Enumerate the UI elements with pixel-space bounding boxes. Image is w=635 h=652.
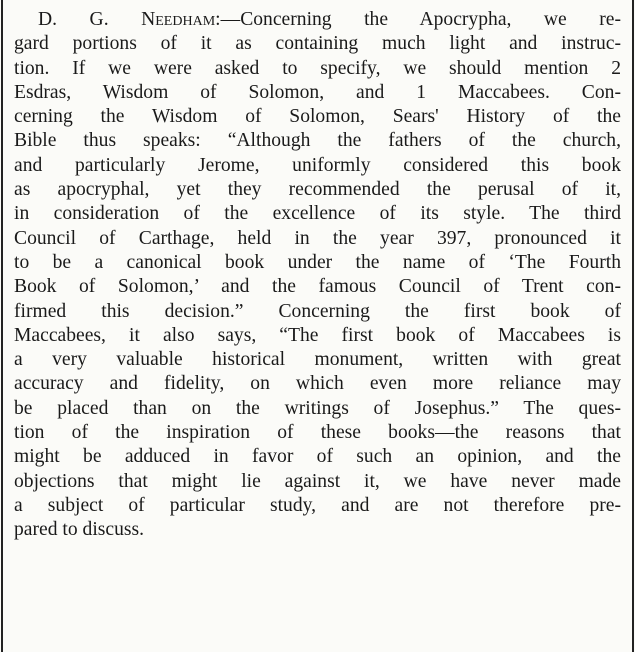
- author-surname: Needham: [141, 9, 216, 30]
- article-line-6: Bible thus speaks: “Although the fathers of the church,: [14, 130, 621, 152]
- article-line-10: Council of Carthage, held in the year 397, pronounced it: [14, 227, 621, 249]
- author-initials: D. G.: [38, 9, 109, 30]
- article-line-20: objections that might lie against it, we have never made: [14, 470, 621, 492]
- article-line-13: firmed this decision.” Concerning the first book of: [14, 300, 621, 322]
- article-line-5: cerning the Wisdom of Solomon, Sears' History of the: [14, 106, 621, 128]
- article-line-18: tion of the inspiration of these books—the reasons that: [14, 422, 621, 444]
- article-line-8: as apocryphal, yet they recommended the perusal of it,: [14, 179, 621, 201]
- article-line-11: to be a canonical book under the name of ‘The Fourth: [14, 251, 621, 273]
- first-line-text: :—Concerning the Apocrypha, we re-: [215, 9, 621, 30]
- article-line-19: might be adduced in favor of such an opinion, and the: [14, 446, 621, 468]
- article-line-17: be placed than on the writings of Josephus.” The ques-: [14, 397, 621, 419]
- article-line-9: in consideration of the excellence of its style. The third: [14, 203, 621, 225]
- right-column-rule: [632, 0, 634, 652]
- article-line-3: tion. If we were asked to specify, we should mention 2: [14, 57, 621, 79]
- article-line-4: Esdras, Wisdom of Solomon, and 1 Maccabees. Con-: [14, 81, 621, 103]
- left-column-rule: [1, 0, 3, 652]
- article-line-2: gard portions of it as containing much light and instruc-: [14, 33, 621, 55]
- article-line-12: Book of Solomon,’ and the famous Council of Trent con-: [14, 276, 621, 298]
- article-line-15: a very valuable historical monument, written with great: [14, 349, 621, 371]
- article-line-21: a subject of particular study, and are not therefore pre-: [14, 494, 621, 516]
- article-line-16: accuracy and fidelity, on which even more reliance may: [14, 373, 621, 395]
- article-line-1: [14, 8, 621, 32]
- article-line-22: pared to discuss.: [14, 519, 145, 541]
- article-body: [14, 8, 621, 543]
- article-line-7: and particularly Jerome, uniformly considered this book: [14, 154, 621, 176]
- article-line-14: Maccabees, it also says, “The first book of Maccabees is: [14, 324, 621, 346]
